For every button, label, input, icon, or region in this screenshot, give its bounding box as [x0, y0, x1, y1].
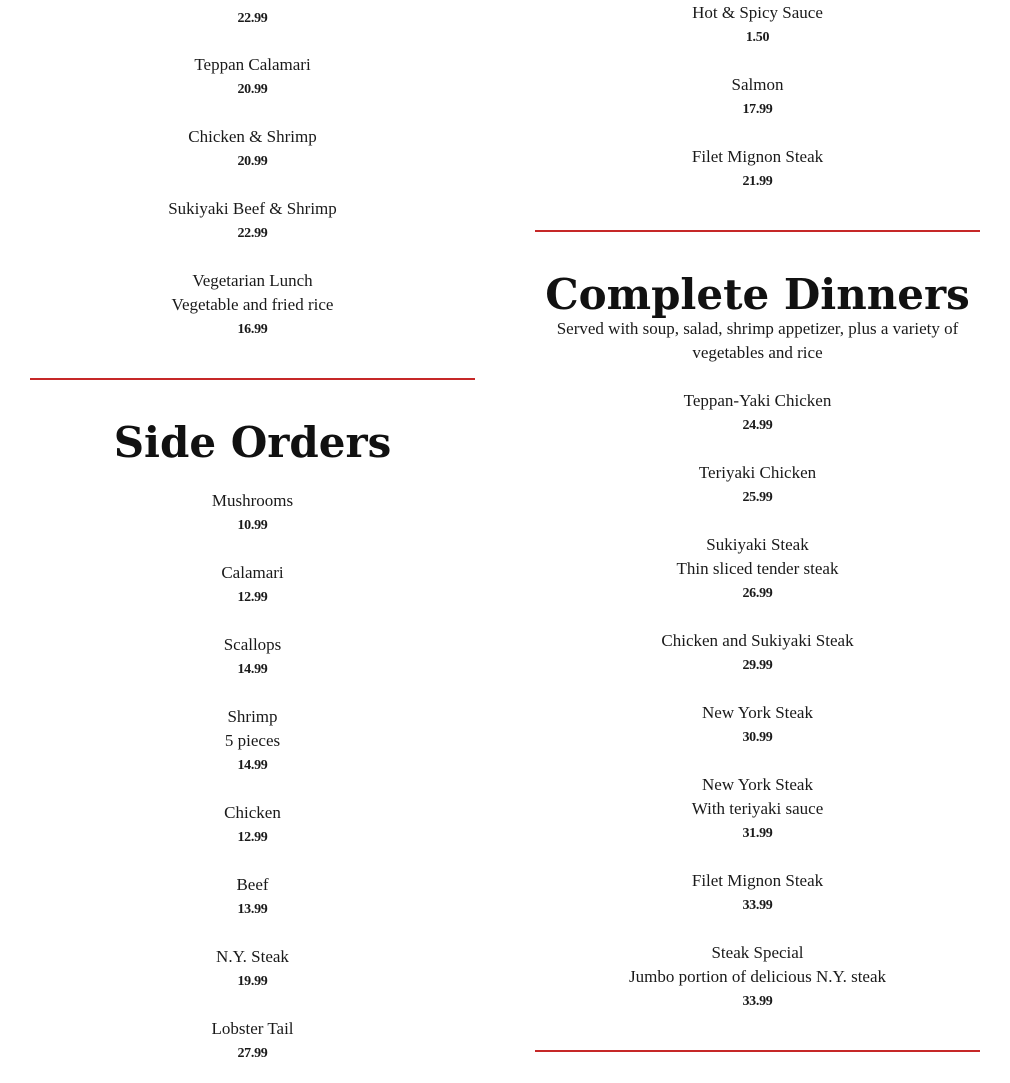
menu-item-name: Filet Mignon Steak	[691, 147, 824, 166]
side-orders-heading: Side Orders	[113, 418, 392, 467]
menu-item-name: Mushrooms	[211, 491, 294, 510]
menu-item-name: Chicken & Shrimp	[188, 127, 317, 146]
menu-item	[535, 1, 980, 51]
menu-item	[30, 125, 475, 175]
menu-item-name: Teppan Calamari	[194, 55, 311, 74]
menu-item	[535, 941, 980, 1015]
menu-item-price: 19.99	[237, 974, 268, 989]
menu-item	[30, 269, 475, 343]
menu-item	[30, 53, 475, 103]
menu-item-price: 12.99	[237, 590, 268, 605]
menu-item-name: Vegetarian Lunch	[192, 271, 313, 290]
menu-item-price: 33.99	[742, 994, 773, 1009]
menu-item	[30, 801, 475, 851]
menu-item-name: N.Y. Steak	[216, 947, 289, 966]
menu-item	[30, 489, 475, 539]
menu-item	[30, 1017, 475, 1067]
menu-item-name: New York Steak	[702, 775, 813, 794]
menu-item	[535, 701, 980, 751]
section-divider	[30, 378, 475, 380]
menu-item	[535, 629, 980, 679]
menu-item	[30, 561, 475, 611]
menu-item-name: Hot & Spicy Sauce	[692, 3, 823, 22]
menu-item	[535, 533, 980, 607]
menu-item	[535, 869, 980, 919]
menu-item	[30, 873, 475, 923]
complete-dinners-subtitle: Served with soup, salad, shrimp appetizer, plus a variety of vegetables and rice	[556, 319, 959, 362]
menu-item-description: With teriyaki sauce	[691, 799, 824, 818]
menu-item-price: 21.99	[742, 174, 773, 189]
menu-item-name: Calamari	[221, 563, 284, 582]
menu-item-name: Lobster Tail	[211, 1019, 294, 1038]
menu-item-price: 30.99	[742, 730, 773, 745]
menu-item-price: 12.99	[237, 830, 268, 845]
menu-item-price: 26.99	[742, 586, 773, 601]
menu-item-name: Chicken	[224, 803, 281, 822]
menu-item-price: 33.99	[742, 898, 773, 913]
complete-dinners-heading: Complete Dinners	[545, 270, 970, 319]
menu-item-price: 22.99	[237, 226, 268, 241]
menu-item-price: 20.99	[237, 82, 268, 97]
menu-item	[535, 389, 980, 439]
section-divider	[535, 1050, 980, 1052]
menu-item-description: Jumbo portion of delicious N.Y. steak	[628, 967, 887, 986]
menu-item	[30, 705, 475, 779]
menu-item-name: Teppan-Yaki Chicken	[683, 391, 832, 410]
menu-item-price: 16.99	[237, 322, 268, 337]
menu-item	[535, 773, 980, 847]
menu-item-name: Steak Special	[711, 943, 804, 962]
menu-item-price: 29.99	[742, 658, 773, 673]
menu-item-price: 25.99	[742, 490, 773, 505]
menu-item	[30, 945, 475, 995]
menu-item	[30, 633, 475, 683]
menu-item	[30, 197, 475, 247]
menu-item-description: Vegetable and fried rice	[171, 295, 334, 314]
menu-item-price: 31.99	[742, 826, 773, 841]
menu-item	[535, 145, 980, 195]
menu-item-price: 27.99	[237, 1046, 268, 1061]
menu-item	[535, 73, 980, 123]
menu-item-price: 20.99	[237, 154, 268, 169]
menu-item-price: 14.99	[237, 758, 268, 773]
menu-item-name: New York Steak	[702, 703, 813, 722]
menu-item-price: 1.50	[745, 30, 770, 45]
menu-item	[30, 6, 475, 32]
menu-item-name: Chicken and Sukiyaki Steak	[661, 631, 854, 650]
menu-item-name: Beef	[236, 875, 269, 894]
menu-item-name: Sukiyaki Steak	[706, 535, 809, 554]
menu-item-price: 14.99	[237, 662, 268, 677]
menu-item	[535, 461, 980, 511]
menu-item-description: 5 pieces	[224, 731, 281, 750]
menu-item-name: Scallops	[223, 635, 282, 654]
menu-item-price: 22.99	[237, 11, 268, 26]
section-divider	[535, 230, 980, 232]
menu-item-price: 17.99	[742, 102, 773, 117]
menu-item-name: Sukiyaki Beef & Shrimp	[168, 199, 337, 218]
menu-item-name: Salmon	[731, 75, 784, 94]
menu-item-name: Filet Mignon Steak	[691, 871, 824, 890]
menu-item-name: Teriyaki Chicken	[698, 463, 817, 482]
menu-item-description: Thin sliced tender steak	[676, 559, 839, 578]
menu-item-price: 13.99	[237, 902, 268, 917]
menu-item-name: Shrimp	[227, 707, 278, 726]
menu-item-price: 24.99	[742, 418, 773, 433]
menu-item-price: 10.99	[237, 518, 268, 533]
